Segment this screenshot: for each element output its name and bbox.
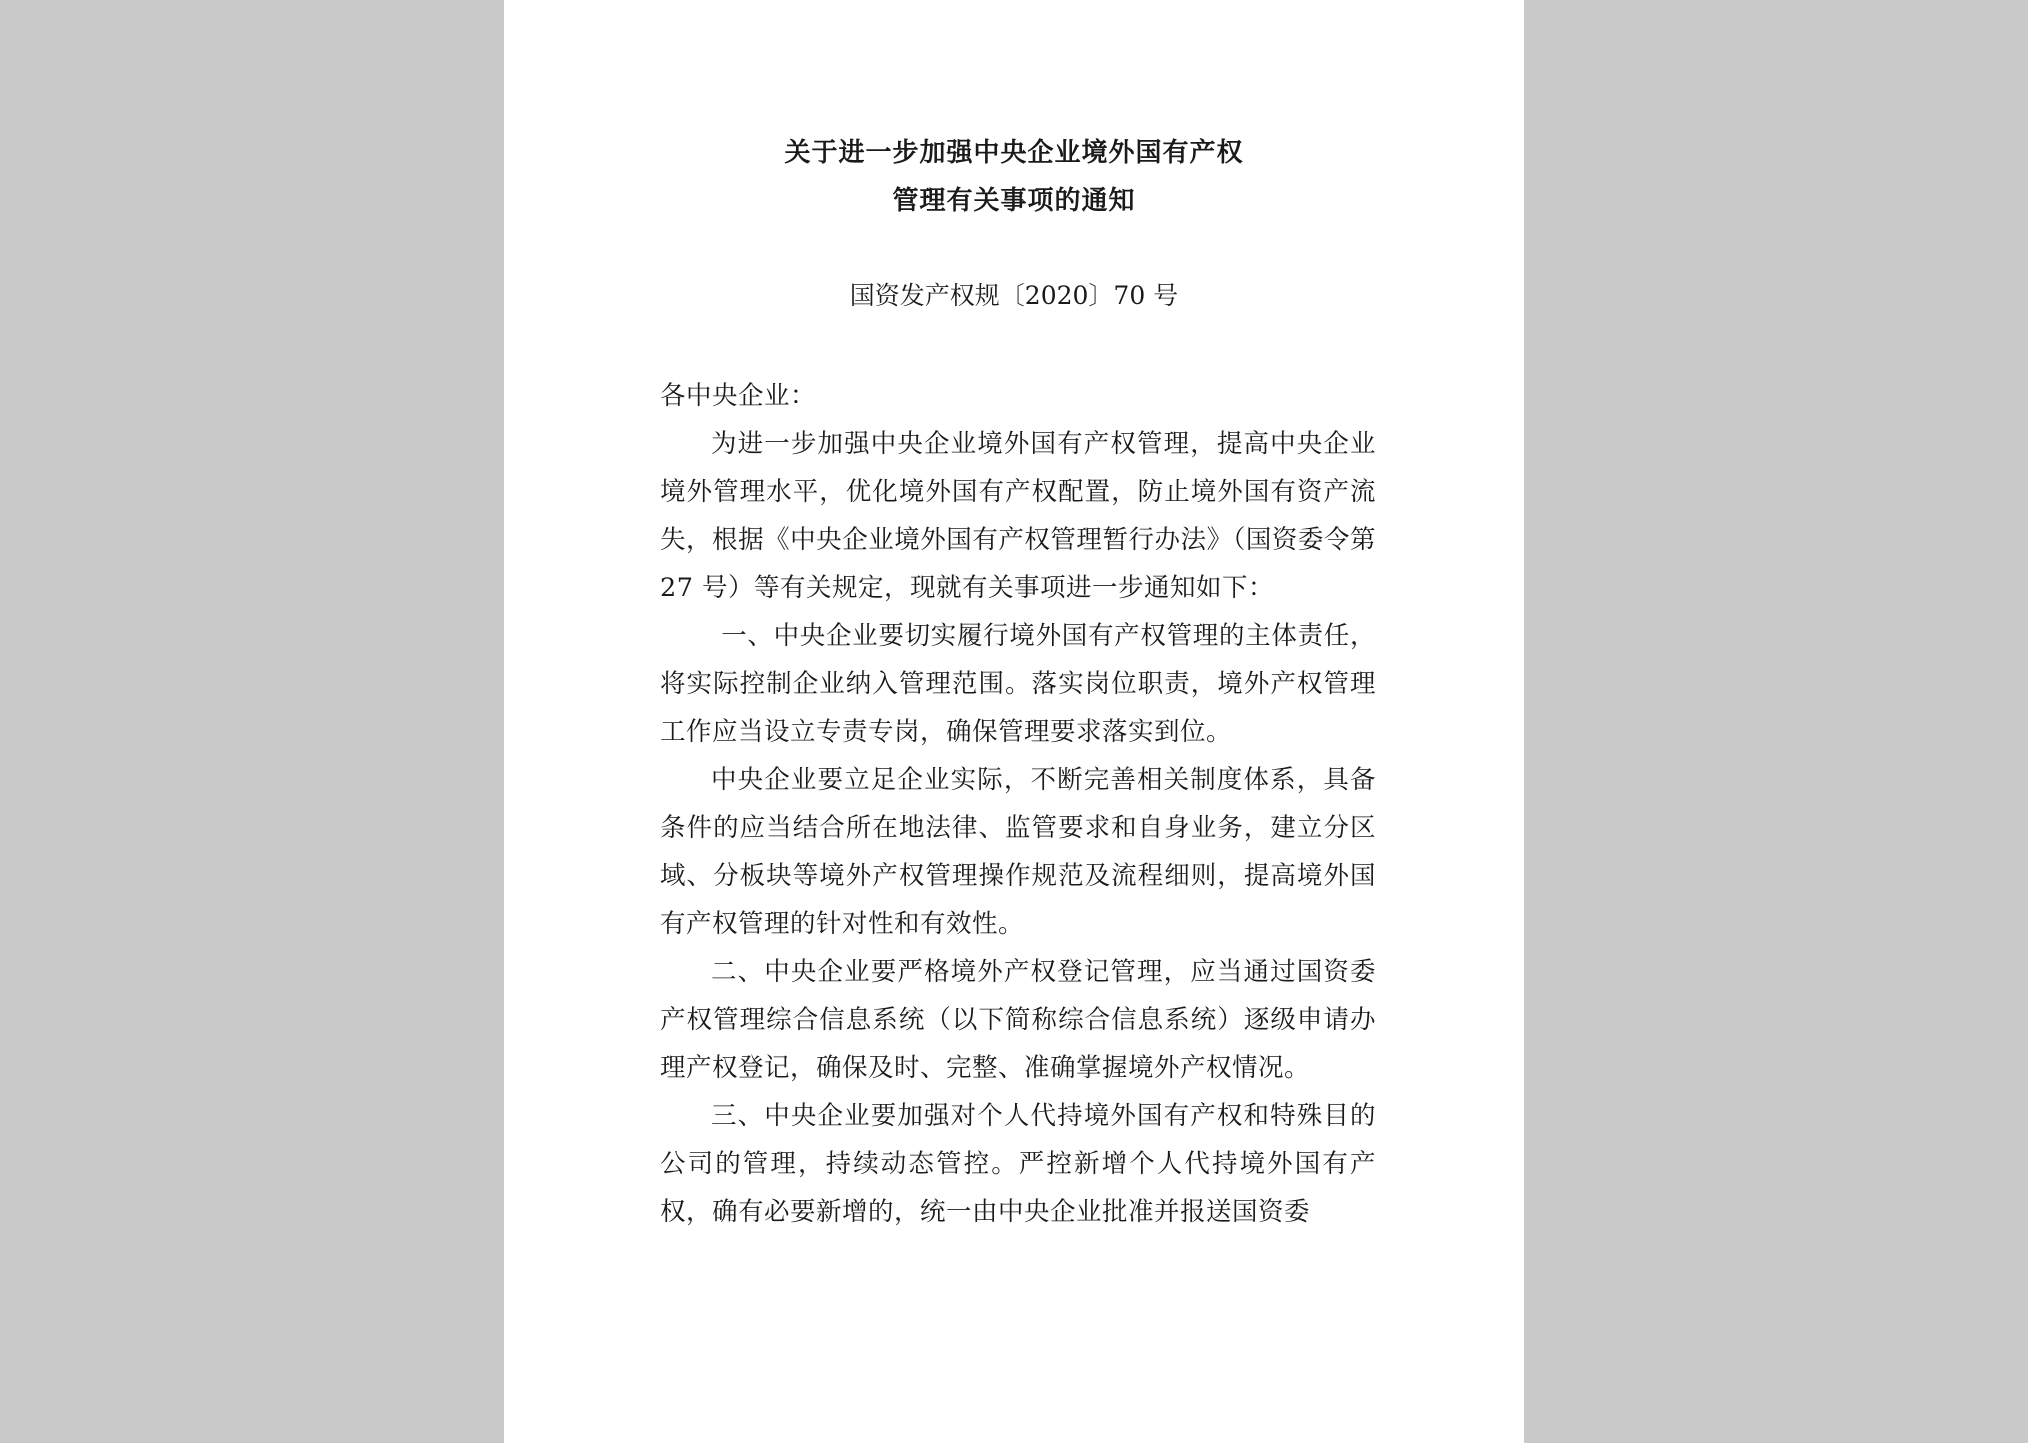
paragraph-item-3: 三、中央企业要加强对个人代持境外国有产权和特殊目的公司的管理，持续动态管控。严控新增个人代持境外国有产权，确有必要新增的，统一由中央企业批准并报送国资委	[660, 1101, 1376, 1227]
paragraph-intro: 为进一步加强中央企业境外国有产权管理，提高中央企业境外管理水平，优化境外国有产权配置，防止境外国有资产流失，根据《中央企业境外国有产权管理暂行办法》（国资委令第 27 号）等有关规定，现就有关事项进一步通知如下：	[660, 429, 1376, 603]
document-page	[504, 0, 1524, 1443]
document-title-line-1: 关于进一步加强中央企业境外国有产权	[784, 138, 1244, 168]
paragraph-item-2: 二、中央企业要严格境外产权登记管理，应当通过国资委产权管理综合信息系统（以下简称综合信息系统）逐级申请办理产权登记，确保及时、完整、准确掌握境外产权情况。	[660, 957, 1376, 1083]
paragraph-item-1: 一、中央企业要切实履行境外国有产权管理的主体责任，将实际控制企业纳入管理范围。落实岗位职责，境外产权管理工作应当设立专责专岗，确保管理要求落实到位。	[660, 621, 1376, 747]
document-title-line-2: 管理有关事项的通知	[892, 186, 1136, 216]
document-number: 国资发产权规〔2020〕70 号	[849, 281, 1179, 310]
document-body	[660, 372, 1376, 1236]
paragraph-item-1-continued: 中央企业要立足企业实际，不断完善相关制度体系，具备条件的应当结合所在地法律、监管要求和自身业务，建立分区域、分板块等境外产权管理操作规范及流程细则，提高境外国有产权管理的针对性和有效性。	[660, 765, 1376, 939]
salutation: 各中央企业：	[660, 381, 817, 411]
